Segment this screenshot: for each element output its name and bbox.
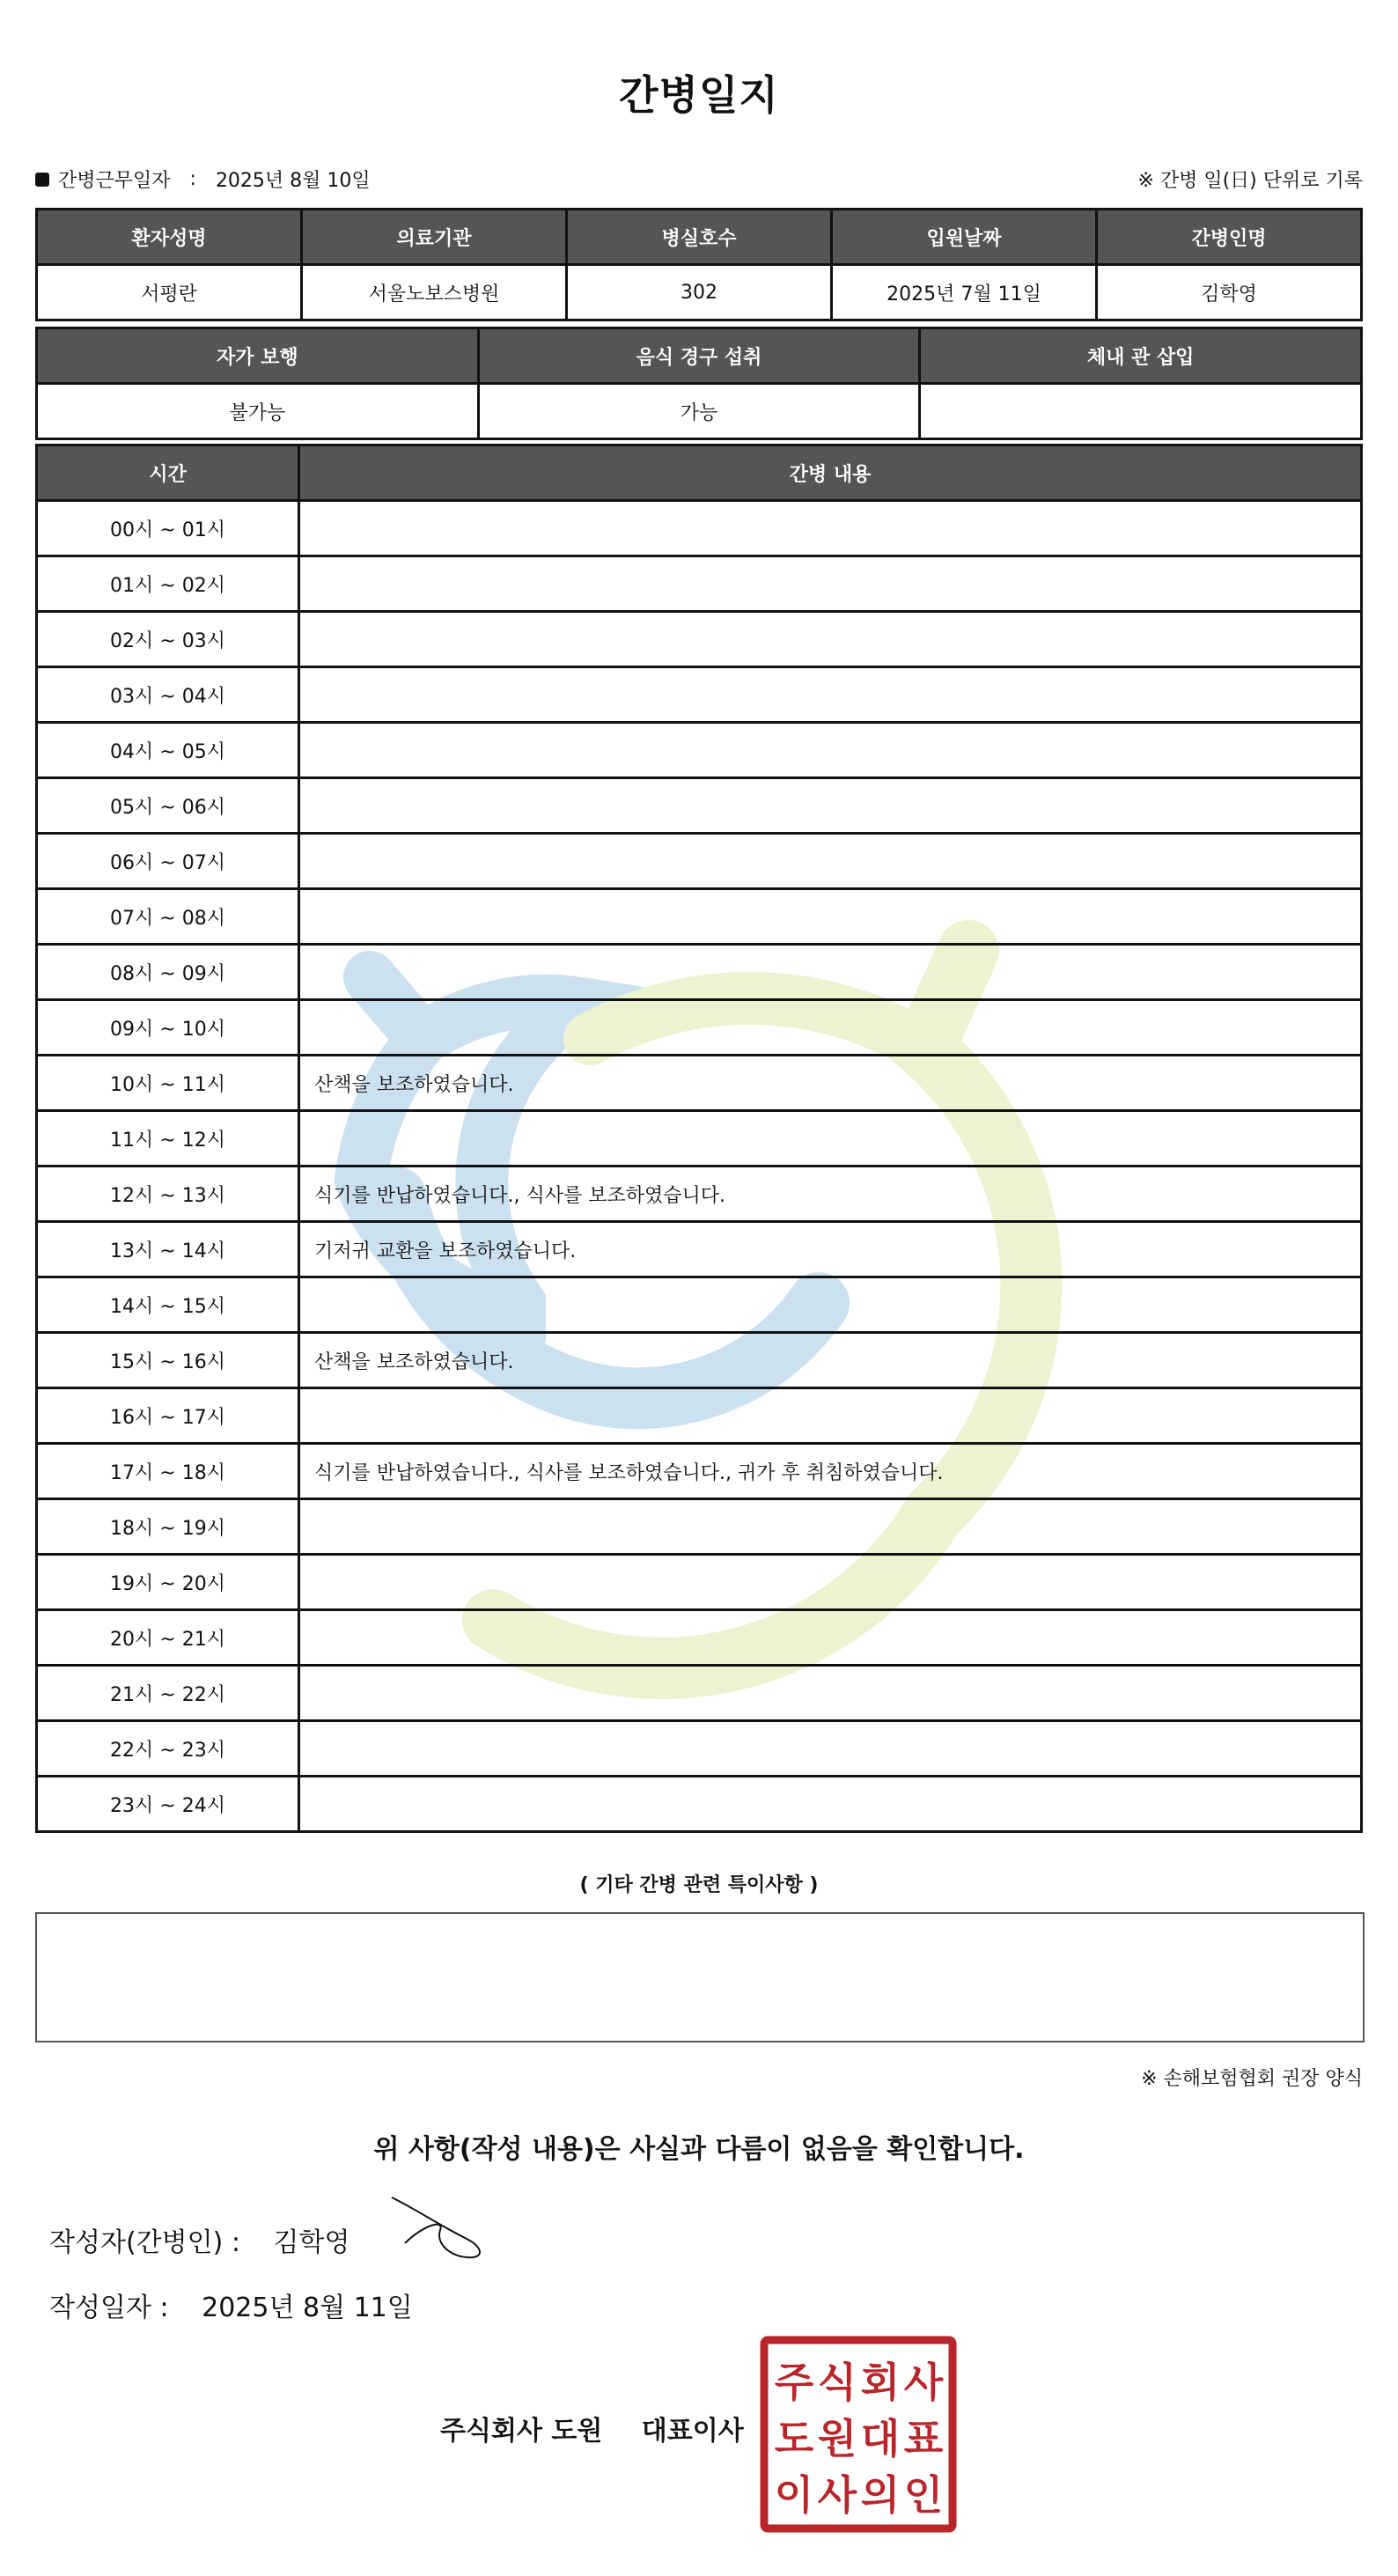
table-row bbox=[37, 945, 1362, 1000]
time-cell: 23시 ~ 24시 bbox=[37, 1777, 299, 1832]
time-cell: 02시 ~ 03시 bbox=[37, 612, 299, 667]
time-cell: 12시 ~ 13시 bbox=[37, 1167, 299, 1222]
table-row bbox=[37, 1444, 1362, 1499]
value-walking: 불가능 bbox=[37, 384, 479, 439]
time-cell: 06시 ~ 07시 bbox=[37, 834, 299, 889]
care-content-cell: 식기를 반납하였습니다., 식사를 보조하였습니다., 귀가 후 취침하였습니다. bbox=[299, 1444, 1362, 1499]
seal-text-group bbox=[775, 2359, 944, 2519]
table-row bbox=[37, 1167, 1362, 1222]
seal-char: 주 bbox=[774, 2359, 814, 2406]
seal-char: 대 bbox=[860, 2415, 901, 2462]
status-header-row bbox=[37, 328, 1362, 384]
bullet-square-icon bbox=[35, 173, 49, 187]
time-cell: 08시 ~ 09시 bbox=[37, 945, 299, 1000]
writer-label: 작성자(간병인) : bbox=[49, 2227, 240, 2258]
patient-info-value-row bbox=[37, 265, 1362, 320]
seal-char: 사 bbox=[817, 2471, 857, 2519]
signature-icon bbox=[387, 2190, 493, 2261]
care-content-cell: 식기를 반납하였습니다., 식사를 보조하였습니다. bbox=[299, 1167, 1362, 1222]
table-row bbox=[37, 723, 1362, 778]
care-content-cell bbox=[299, 1555, 1362, 1610]
value-tube bbox=[920, 384, 1362, 439]
header-room: 병실호수 bbox=[567, 210, 832, 265]
care-content-cell: 산책을 보조하였습니다. bbox=[299, 1333, 1362, 1388]
table-row bbox=[37, 1388, 1362, 1444]
table-row bbox=[37, 1499, 1362, 1555]
care-content-cell bbox=[299, 834, 1362, 889]
table-row bbox=[37, 778, 1362, 834]
company-name: 주식회사 도원 bbox=[440, 2416, 603, 2447]
table-row bbox=[37, 1666, 1362, 1721]
seal-char: 도 bbox=[774, 2415, 814, 2462]
header-time: 시간 bbox=[37, 445, 299, 501]
care-content-cell bbox=[299, 778, 1362, 834]
table-row bbox=[37, 1721, 1362, 1777]
care-content-cell bbox=[299, 556, 1362, 612]
header-oral-intake: 음식 경구 섭취 bbox=[478, 328, 920, 384]
patient-status-table bbox=[35, 327, 1363, 440]
time-cell: 13시 ~ 14시 bbox=[37, 1222, 299, 1277]
status-value-row bbox=[37, 384, 1362, 439]
seal-char: 원 bbox=[817, 2415, 857, 2462]
care-content-cell bbox=[299, 1777, 1362, 1832]
work-date bbox=[35, 166, 371, 193]
care-content-cell: 산책을 보조하였습니다. bbox=[299, 1056, 1362, 1111]
care-content-cell bbox=[299, 501, 1362, 556]
header-walking: 자가 보행 bbox=[37, 328, 479, 384]
table-row bbox=[37, 1610, 1362, 1666]
table-row bbox=[37, 1000, 1362, 1056]
value-room: 302 bbox=[567, 265, 832, 320]
seal-char: 인 bbox=[903, 2471, 944, 2519]
care-content-cell bbox=[299, 945, 1362, 1000]
care-content-cell bbox=[299, 1111, 1362, 1167]
time-cell: 20시 ~ 21시 bbox=[37, 1610, 299, 1666]
time-cell: 01시 ~ 02시 bbox=[37, 556, 299, 612]
special-notes-box bbox=[35, 1912, 1365, 2042]
care-content-cell bbox=[299, 1388, 1362, 1444]
care-log-table bbox=[35, 444, 1363, 1833]
table-row bbox=[37, 1277, 1362, 1333]
time-cell: 18시 ~ 19시 bbox=[37, 1499, 299, 1555]
writer-name: 김학영 bbox=[273, 2227, 350, 2258]
company-line bbox=[440, 2409, 744, 2447]
value-oral-intake: 가능 bbox=[478, 384, 920, 439]
care-content-cell bbox=[299, 1610, 1362, 1666]
confirm-statement: 위 사항(작성 내용)은 사실과 다름이 없음을 확인합니다. bbox=[373, 2134, 1025, 2165]
table-row bbox=[37, 612, 1362, 667]
table-row bbox=[37, 1333, 1362, 1388]
table-row bbox=[37, 1222, 1362, 1277]
value-admission-date: 2025년 7월 11일 bbox=[832, 265, 1097, 320]
write-date-label: 작성일자 : bbox=[49, 2293, 169, 2323]
colon: : bbox=[189, 168, 196, 190]
table-row bbox=[37, 1777, 1362, 1832]
write-date-value: 2025년 8월 11일 bbox=[202, 2293, 413, 2323]
time-cell: 19시 ~ 20시 bbox=[37, 1555, 299, 1610]
work-date-label: 간병근무일자 bbox=[58, 170, 171, 192]
care-log-header-row bbox=[37, 445, 1362, 501]
page-title: 간병일지 bbox=[619, 71, 779, 119]
time-cell: 16시 ~ 17시 bbox=[37, 1388, 299, 1444]
value-patient-name: 서평란 bbox=[37, 265, 302, 320]
time-cell: 00시 ~ 01시 bbox=[37, 501, 299, 556]
seal-char: 이 bbox=[774, 2471, 814, 2519]
time-cell: 03시 ~ 04시 bbox=[37, 667, 299, 723]
signature-stroke bbox=[392, 2197, 480, 2257]
header-admission-date: 입원날짜 bbox=[832, 210, 1097, 265]
seal-char: 회 bbox=[860, 2359, 901, 2406]
patient-info-header-row bbox=[37, 210, 1362, 265]
table-row bbox=[37, 834, 1362, 889]
care-content-cell bbox=[299, 1000, 1362, 1056]
table-row bbox=[37, 667, 1362, 723]
time-cell: 04시 ~ 05시 bbox=[37, 723, 299, 778]
seal-char: 의 bbox=[860, 2471, 901, 2519]
table-row bbox=[37, 1555, 1362, 1610]
care-content-cell: 기저귀 교환을 보조하였습니다. bbox=[299, 1222, 1362, 1277]
special-notes-title: ( 기타 간병 관련 특이사항 ) bbox=[579, 1874, 819, 1896]
table-row bbox=[37, 501, 1362, 556]
care-log-body bbox=[37, 501, 1362, 1832]
value-caregiver: 김학영 bbox=[1097, 265, 1362, 320]
time-cell: 22시 ~ 23시 bbox=[37, 1721, 299, 1777]
care-content-cell bbox=[299, 889, 1362, 945]
writer-line bbox=[49, 2220, 350, 2259]
care-content-cell bbox=[299, 1666, 1362, 1721]
table-row bbox=[37, 556, 1362, 612]
time-cell: 15시 ~ 16시 bbox=[37, 1333, 299, 1388]
value-hospital: 서울노보스병원 bbox=[302, 265, 567, 320]
seal-char: 식 bbox=[817, 2359, 857, 2406]
ceo-title: 대표이사 bbox=[641, 2416, 744, 2447]
table-row bbox=[37, 1056, 1362, 1111]
care-content-cell bbox=[299, 612, 1362, 667]
time-cell: 05시 ~ 06시 bbox=[37, 778, 299, 834]
header-hospital: 의료기관 bbox=[302, 210, 567, 265]
unit-note: ※ 간병 일(日) 단위로 기록 bbox=[1137, 170, 1363, 192]
time-cell: 11시 ~ 12시 bbox=[37, 1111, 299, 1167]
time-cell: 17시 ~ 18시 bbox=[37, 1444, 299, 1499]
care-content-cell bbox=[299, 667, 1362, 723]
time-cell: 14시 ~ 15시 bbox=[37, 1277, 299, 1333]
time-cell: 21시 ~ 22시 bbox=[37, 1666, 299, 1721]
header-care-content: 간병 내용 bbox=[299, 445, 1362, 501]
patient-info-table bbox=[35, 208, 1363, 321]
time-cell: 07시 ~ 08시 bbox=[37, 889, 299, 945]
write-date-line bbox=[49, 2285, 413, 2324]
recommend-note: ※ 손해보험협회 권장 양식 bbox=[1141, 2068, 1363, 2090]
care-content-cell bbox=[299, 723, 1362, 778]
time-cell: 09시 ~ 10시 bbox=[37, 1000, 299, 1056]
header-patient-name: 환자성명 bbox=[37, 210, 302, 265]
time-cell: 10시 ~ 11시 bbox=[37, 1056, 299, 1111]
table-row bbox=[37, 889, 1362, 945]
care-content-cell bbox=[299, 1721, 1362, 1777]
care-content-cell bbox=[299, 1277, 1362, 1333]
care-content-cell bbox=[299, 1499, 1362, 1555]
header-tube: 체내 관 삽입 bbox=[920, 328, 1362, 384]
header-caregiver: 간병인명 bbox=[1097, 210, 1362, 265]
company-seal-icon bbox=[759, 2335, 958, 2534]
seal-char: 사 bbox=[903, 2359, 944, 2406]
seal-char: 표 bbox=[903, 2415, 944, 2462]
work-date-value: 2025년 8월 10일 bbox=[215, 170, 371, 192]
table-row bbox=[37, 1111, 1362, 1167]
